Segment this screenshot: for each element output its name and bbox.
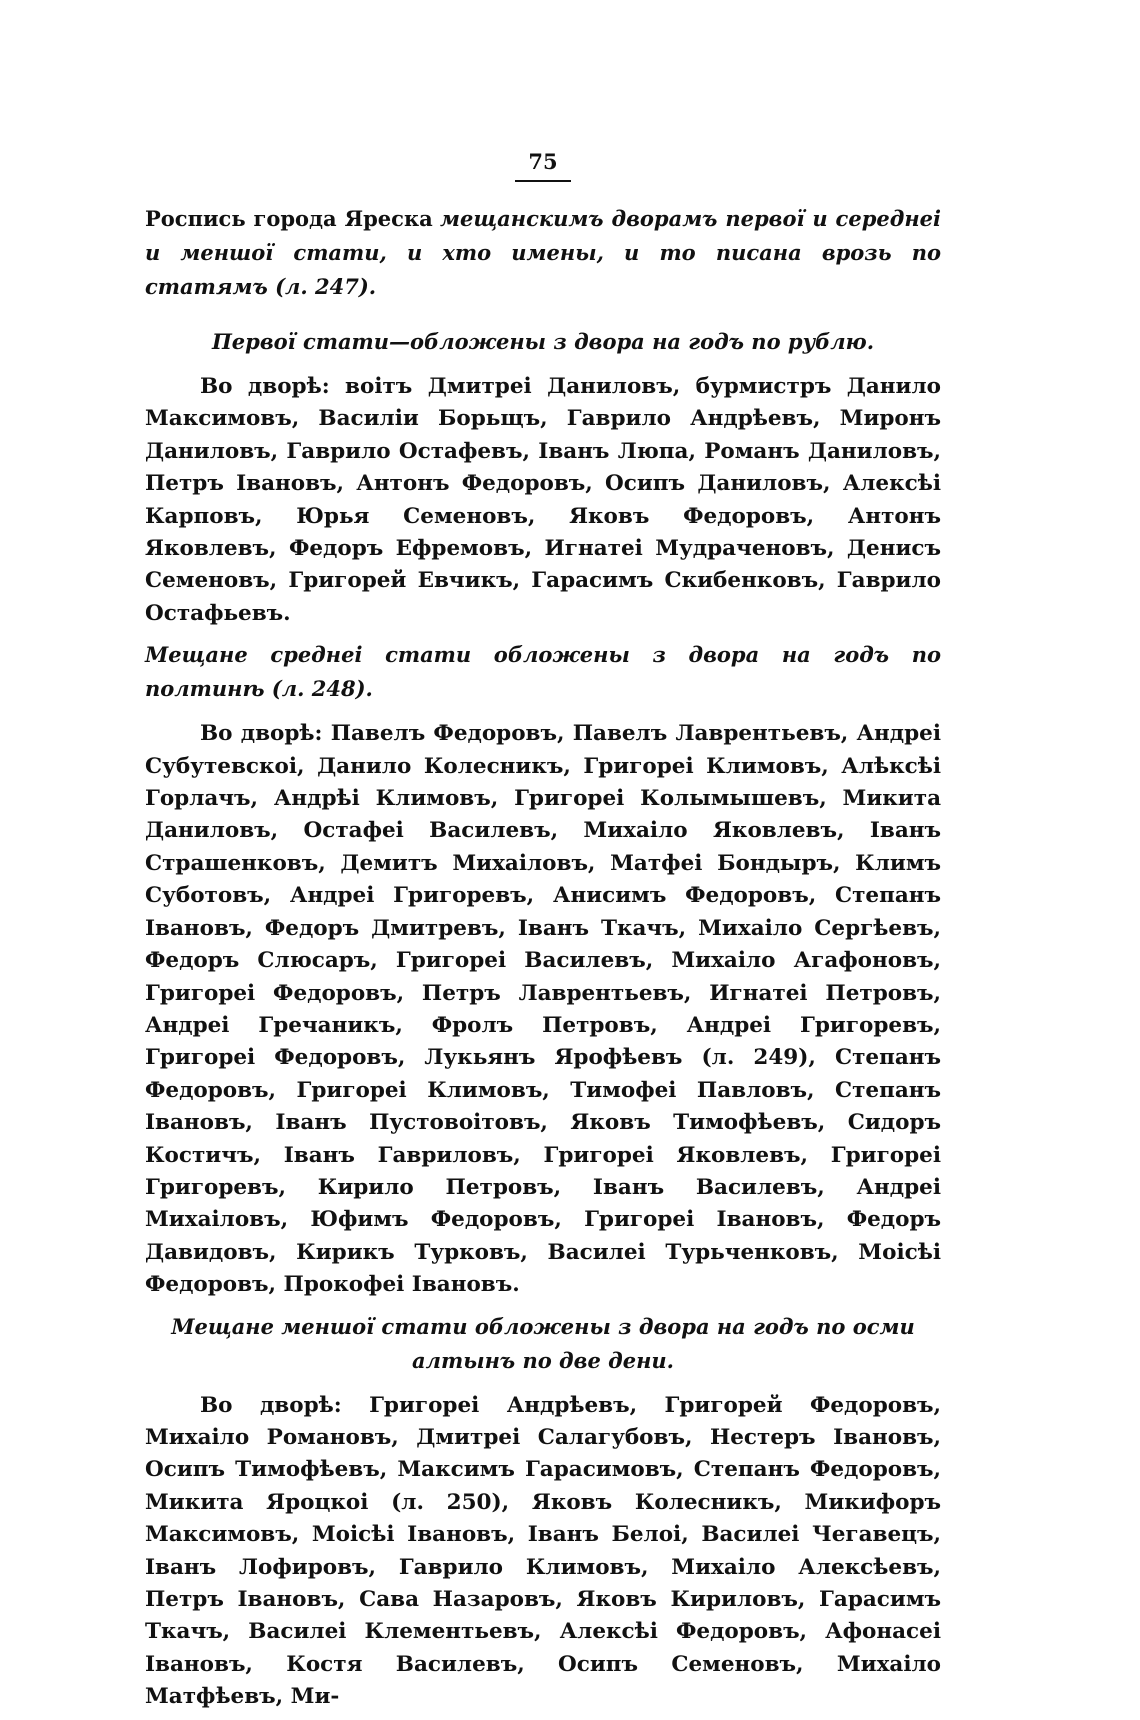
section-heading: Мещане среднеі стати обложены з двора на годъ по полтинѣ (л. 248). [145,642,941,702]
section-body: Во дворѣ: Григореі Андрѣевъ, Григорей Федоровъ, Михаіло Романовъ, Дмитреі Салагубовъ, Нестеръ Івановъ, Осипъ Тимофѣевъ, Максимъ Гарасимовъ, Степанъ Федоровъ, Микита Яроцкоі (л. 250), Яковъ Колесникъ, Микифоръ Максимовъ, Моісѣі Івановъ, Іванъ Белоі, Василеі Чегавецъ, Іванъ Лофировъ, Гаврило Климовъ, Михаіло Алексѣевъ, Петръ Івановъ, Сава Назаровъ, Яковъ Кириловъ, Гарасимъ Ткачъ, Василеі Клементьевъ, Алексѣі Федоровъ, Афонасеі Івановъ, Костя Василевъ, Осипъ Семеновъ, Михаіло Матфѣевъ, Ми- [145,1392,941,1710]
title-rest: мещанскимъ дворамъ первої и середнеі и меншої стати, и хто имены, и то писана врозь по статямъ (л. 247). [145,206,941,299]
section-heading: Мещане меншої стати обложены з двора на годъ по осми алтынъ по две дени. [171,1313,915,1373]
title-main: Роспись города Яреска [145,206,433,231]
section-heading: Первої стати—обложены з двора на годъ по рублю. [211,329,875,354]
section-lower-grade [145,1310,941,1714]
book-page [145,150,941,1720]
document-title [145,202,941,304]
page-number: 75 [515,150,571,182]
section-first-grade [145,325,941,630]
section-middle-grade [145,638,941,1301]
section-body: Во дворѣ: воітъ Дмитреі Даниловъ, бурмистръ Данило Максимовъ, Василіи Борьщъ, Гаврило Андрѣевъ, Миронъ Даниловъ, Гаврило Остафевъ, Іванъ Люпа, Романъ Даниловъ, Петръ Івановъ, Антонъ Федоровъ, Осипъ Даниловъ, Алексѣі Карповъ, Юрья Семеновъ, Яковъ Федоровъ, Антонъ Яковлевъ, Федоръ Ефремовъ, Игнатеі Мудраченовъ, Денисъ Семеновъ, Григорей Евчикъ, Гарасимъ Скибенковъ, Гаврило Остафьевъ. [145,374,941,626]
section-body: Во дворѣ: Павелъ Федоровъ, Павелъ Лаврентьевъ, Андреі Субутевскоі, Данило Колесникъ, Григореі Климовъ, Алѣксѣі Горлачъ, Андрѣі Климовъ, Григореі Колымышевъ, Микита Даниловъ, Остафеі Василевъ, Михаіло Яковлевъ, Іванъ Страшенковъ, Демитъ Михаіловъ, Матфеі Бондыръ, Климъ Суботовъ, Андреі Григоревъ, Анисимъ Федоровъ, Степанъ Івановъ, Федоръ Дмитревъ, Іванъ Ткачъ, Михаіло Сергѣевъ, Федоръ Слюсаръ, Григореі Василевъ, Михаіло Агафоновъ, Григореі Федоровъ, Петръ Лаврентьевъ, Игнатеі Петровъ, Андреі Гречаникъ, Фролъ Петровъ, Андреі Григоревъ, Григореі Федоровъ, Лукьянъ Ярофѣевъ (л. 249), Степанъ Федоровъ, Григореі Климовъ, Тимофеі Павловъ, Степанъ Івановъ, Іванъ Пустовоітовъ, Яковъ Тимофѣевъ, Сидоръ Костичъ, Іванъ Гавриловъ, Григореі Яковлевъ, Григореі Григоревъ, Кирило Петровъ, Іванъ Василевъ, Андреі Михаіловъ, Юфимъ Федоровъ, Григореі Івановъ, Федоръ Давидовъ, Кирикъ Турковъ, Василеі Турьченковъ, Моісѣі Федоровъ, Прокофеі Івановъ. [145,721,941,1298]
